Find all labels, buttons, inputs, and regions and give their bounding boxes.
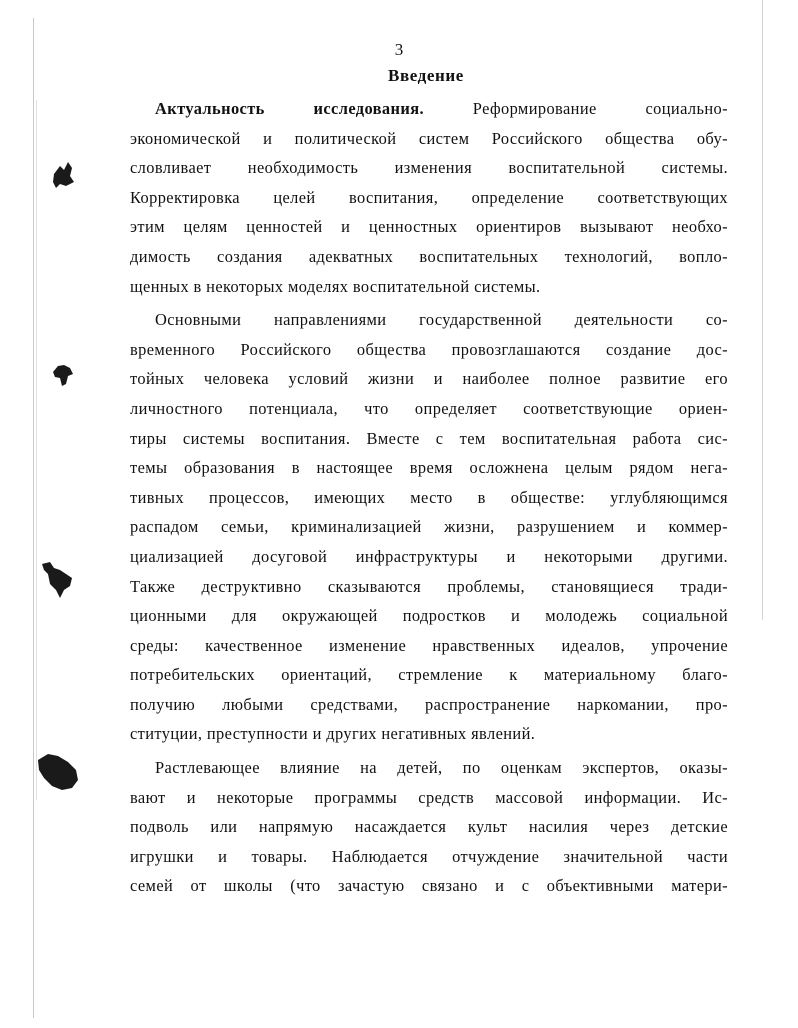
line-text: Реформирование социально-	[423, 99, 728, 118]
text-line: Растлевающее влияние на детей, по оценкам экспертов, оказы-	[155, 758, 728, 778]
text-line: словливает необходимость изменения воспитательной системы.	[130, 158, 728, 178]
scan-blot-2	[50, 362, 76, 388]
text-line: тивных процессов, имеющих место в обществе: углубляющимся	[130, 487, 728, 507]
page-number: 3	[394, 40, 404, 59]
text-line: Основными направлениями государственной деятельности со-	[155, 310, 728, 330]
text-line: среды: качественное изменение нравственных идеалов, упрочение	[130, 635, 728, 655]
text-line: тиры системы воспитания. Вместе с тем воспитательная работа сис-	[130, 428, 728, 448]
scan-edge-left	[33, 18, 34, 1018]
text-line: Корректировка целей воспитания, определение соответствующих	[130, 187, 728, 207]
text-line: темы образования в настоящее время осложнена целым рядом нега-	[130, 458, 728, 478]
text-line: потребительских ориентаций, стремление к материальному благо-	[130, 665, 728, 685]
text-line: Также деструктивно сказываются проблемы, становящиеся тради-	[130, 576, 728, 596]
scan-edge-left-inner	[36, 100, 37, 800]
body-text	[130, 94, 728, 901]
text-line: щенных в некоторых моделях воспитательной системы.	[130, 276, 541, 296]
text-line: экономической и политической систем Российского общества обу-	[130, 128, 728, 148]
text-line: получию любыми средствами, распространение наркомании, про-	[130, 694, 728, 714]
text-line: ционными для окружающей подростков и молодежь социальной	[130, 606, 728, 626]
text-line: личностного потенциала, что определяет соответствующие ориен-	[130, 398, 728, 418]
scan-blot-4	[36, 752, 80, 792]
text-line: временного Российского общества провозглашаются создание дос-	[130, 339, 728, 359]
lead-phrase: Актуальность исследования.	[155, 99, 424, 118]
paragraph-1-first-line	[130, 94, 728, 124]
text-line: вают и некоторые программы средств массовой информации. Ис-	[130, 787, 728, 807]
text-line: игрушки и товары. Наблюдается отчуждение значительной части	[130, 846, 728, 866]
text-line: подволь или напрямую насаждается культ насилия через детские	[130, 817, 728, 837]
scan-edge-right	[762, 0, 763, 620]
text-line: этим целям ценностей и ценностных ориентиров вызывают необхо-	[130, 217, 728, 237]
text-line: тойных человека условий жизни и наиболее полное развитие его	[130, 369, 728, 389]
section-heading: Введение	[388, 66, 464, 85]
scan-blot-3	[40, 560, 76, 600]
text-line: циализацией досуговой инфраструктуры и некоторыми другими.	[130, 546, 728, 566]
text-line: димость создания адекватных воспитательных технологий, вопло-	[130, 246, 728, 266]
text-line: ституции, преступности и других негативных явлений.	[130, 724, 536, 744]
text-line: распадом семьи, криминализацией жизни, разрушением и коммер-	[130, 517, 728, 537]
text-line: семей от школы (что зачастую связано и с объективными матери-	[130, 876, 728, 896]
scan-blot-1	[50, 160, 76, 190]
